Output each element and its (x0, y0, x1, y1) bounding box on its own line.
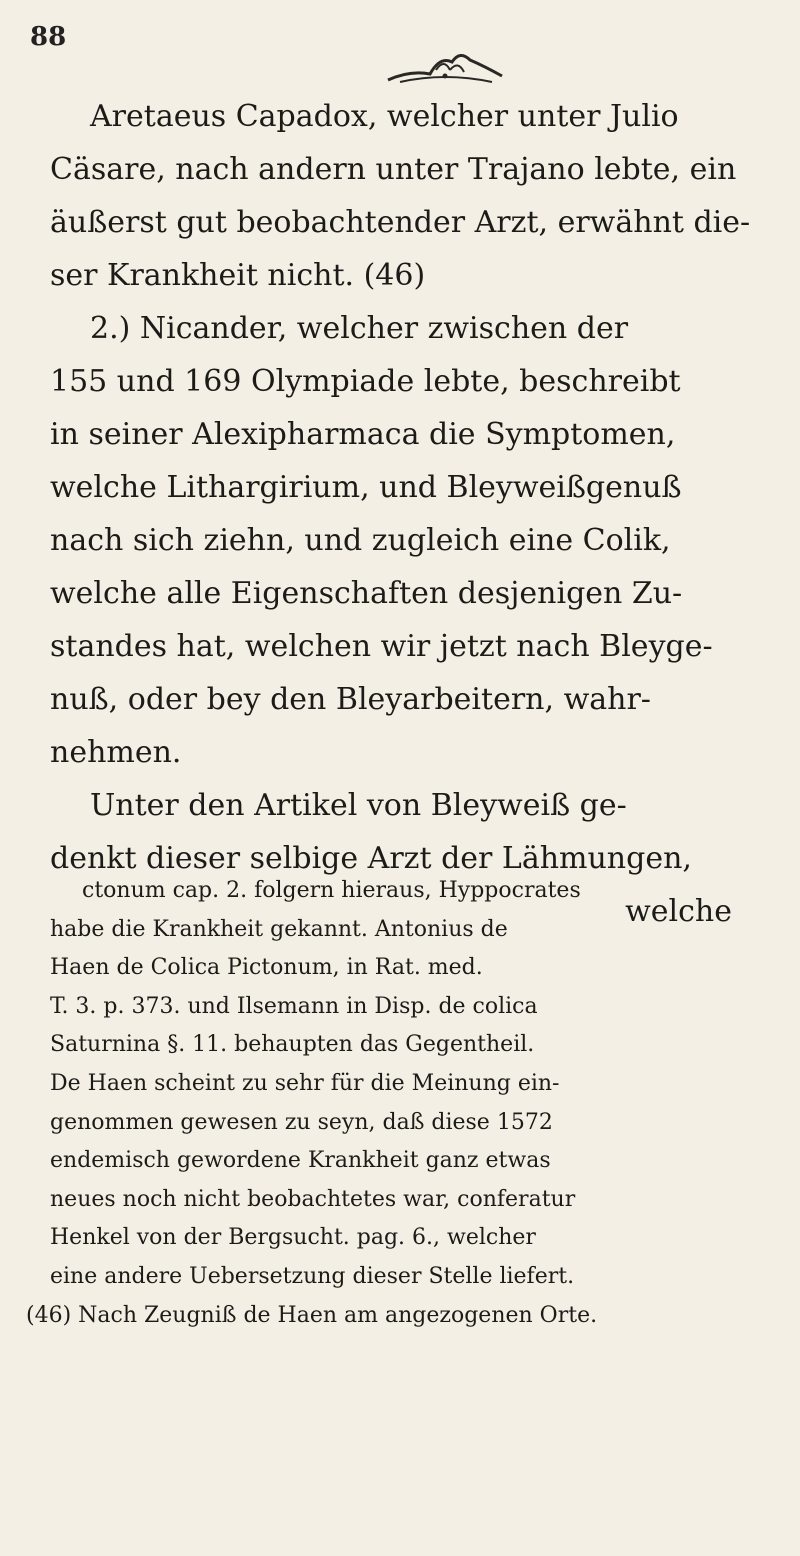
footnote-line: neues noch nicht beobachtetes war, conferatur (50, 1186, 576, 1212)
footnote-line: eine andere Uebersetzung dieser Stelle liefert. (50, 1263, 575, 1289)
text-line: 2.) Nicander, welcher zwischen der (90, 311, 629, 346)
page-number: 88 (30, 22, 67, 52)
footnotes (26, 872, 790, 1335)
text-line: denkt dieser selbige Arzt der Lähmungen, (50, 841, 692, 876)
footnote-line: Henkel von der Bergsucht. pag. 6., welcher (50, 1225, 536, 1251)
text-line: standes hat, welchen wir jetzt nach Bleyge- (50, 629, 713, 664)
printer-ornament-icon (380, 36, 510, 92)
text-line: welche Lithargirium, und Bleyweißgenuß (50, 470, 682, 505)
text-line: Aretaeus Capadox, welcher unter Julio (90, 99, 679, 134)
footnote-line: De Haen scheint zu sehr für die Meinung ein- (50, 1070, 560, 1096)
text-line: äußerst gut beobachtender Arzt, erwähnt die- (50, 205, 751, 240)
text-line: Cäsare, nach andern unter Trajano lebte, ein (50, 152, 737, 187)
text-line: in seiner Alexipharmaca die Symptomen, (50, 417, 676, 452)
footnote-line: habe die Krankheit gekannt. Antonius de (50, 916, 508, 942)
footnote-line: ctonum cap. 2. folgern hieraus, Hyppocrates (82, 878, 581, 903)
footnote-46: (46) Nach Zeugniß de Haen am angezogenen Orte. (26, 1302, 598, 1328)
text-line: 155 und 169 Olympiade lebte, beschreibt (50, 364, 681, 399)
text-line: nach sich ziehn, und zugleich eine Colik, (50, 523, 671, 558)
footnote-line: genommen gewesen zu seyn, daß diese 1572 (50, 1109, 553, 1135)
catchword: welche (625, 894, 732, 929)
text-line: Unter den Artikel von Bleyweiß ge- (90, 788, 627, 823)
text-line: welche alle Eigenschaften desjenigen Zu- (50, 576, 683, 611)
main-text (50, 90, 790, 938)
text-line: nehmen. (50, 735, 182, 770)
text-line: nuß, oder bey den Bleyarbeitern, wahr- (50, 682, 651, 717)
footnote-line: endemisch gewordene Krankheit ganz etwas (50, 1148, 551, 1174)
footnote-line: T. 3. p. 373. und Ilsemann in Disp. de colica (50, 993, 538, 1019)
footnote-line: Saturnina §. 11. behaupten das Gegentheil. (50, 1032, 535, 1058)
text-line: ser Krankheit nicht. (46) (50, 258, 426, 293)
footnote-line: Haen de Colica Pictonum, in Rat. med. (50, 955, 483, 981)
